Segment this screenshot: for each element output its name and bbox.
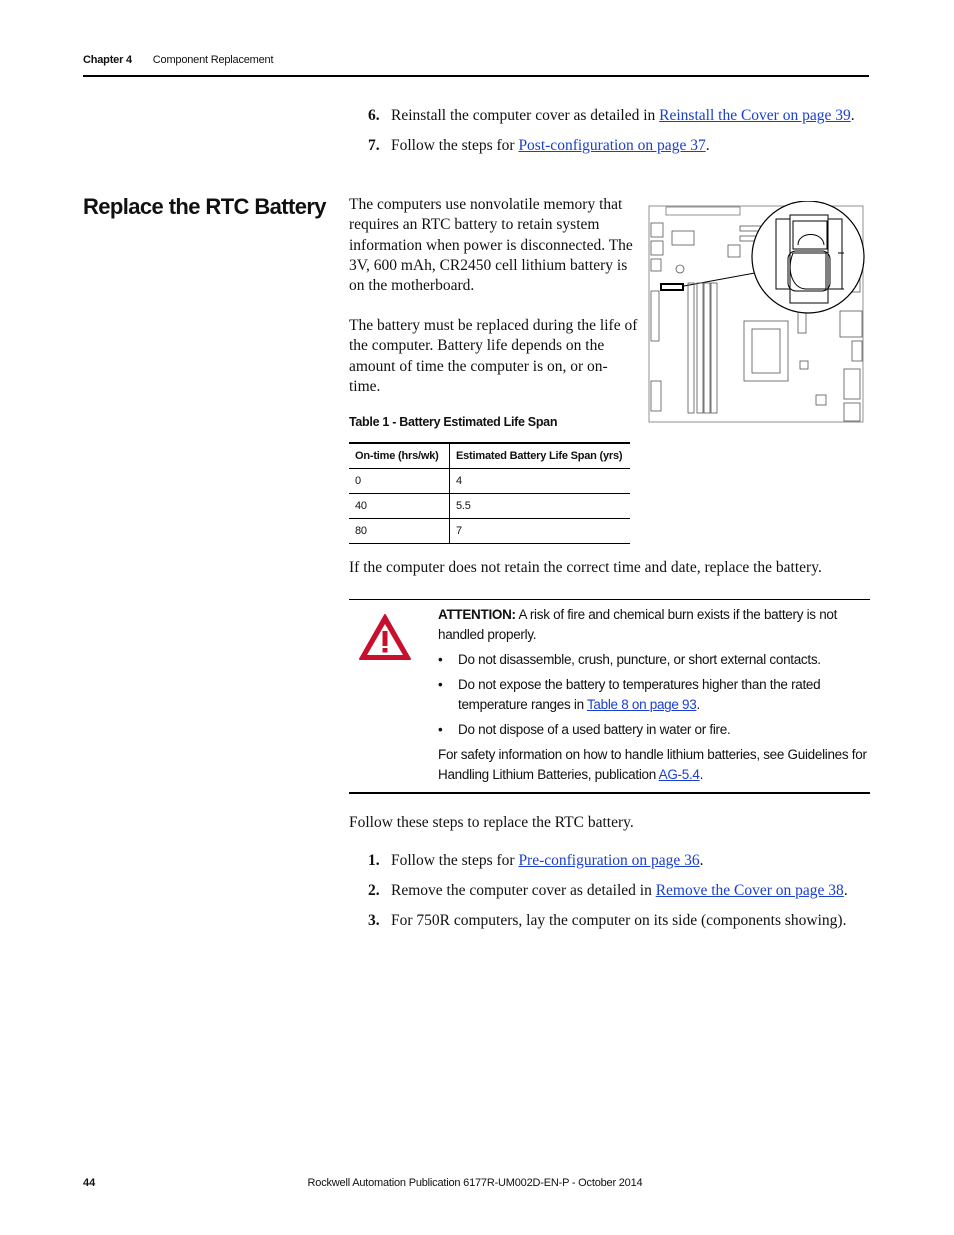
table-cell: 80 [349,519,450,544]
step-punct: . [705,137,710,154]
step-number: 3. [368,912,380,929]
chapter-label: Chapter 4 [83,54,132,66]
attention-statement [438,605,870,645]
link-ag-5-4[interactable]: AG-5.4 [658,767,700,782]
link-reinstall-cover[interactable]: Reinstall the Cover on page 39 [659,107,851,124]
step-2 [368,882,848,900]
list-item [438,650,870,670]
step-text: Reinstall the computer cover as detailed in [391,107,660,124]
step-punct: . [850,107,855,124]
table-cell: 40 [349,494,450,519]
table-row [349,469,630,494]
table-row [349,494,630,519]
step-number: 1. [368,852,380,869]
running-header [83,54,273,66]
column-header: Estimated Battery Life Span (yrs) [450,443,631,469]
bullet-text: Do not disassemble, crush, puncture, or short external contacts. [458,652,821,667]
bullet-text: Do not dispose of a used battery in water or fire. [458,722,731,737]
footer-publication [0,1177,954,1189]
link-remove-cover[interactable]: Remove the Cover on page 38 [655,882,844,899]
attention-bottom-rule [349,792,870,794]
warning-triangle-icon [358,613,412,661]
step-text: For 750R computers, lay the computer on its side (components showing). [391,912,847,929]
table-row [349,519,630,544]
bullet-text: Do not expose the battery to temperatures higher than the rated temperature ranges in [458,677,821,712]
step-punct: . [699,852,704,869]
section-title: Replace the RTC Battery [83,194,326,219]
bullet-punct: . [696,697,700,712]
table-cell: 5.5 [450,494,631,519]
step-number: 7. [368,137,380,154]
step-text: Follow the steps for [391,137,519,154]
list-item [438,720,870,740]
attention-text: A risk of fire and chemical burn exists if the battery is not handled properly. [438,607,838,642]
safety-info [438,745,870,785]
intro-paragraph-2: The battery must be replaced during the life of the computer. Battery life depends on the amount of time the computer is on, or on-time. [349,317,638,395]
step-punct: . [843,882,848,899]
battery-life-table [349,442,630,544]
link-pre-configuration[interactable]: Pre-configuration on page 36 [518,852,700,869]
table-cell: 4 [450,469,631,494]
step-text: Remove the computer cover as detailed in [391,882,656,899]
intro-paragraph-1: The computers use nonvolatile memory that requires an RTC battery to retain system information when power is disconnected. The 3V, 600 mAh, CR2450 cell lithium battery is on the motherboard. [349,196,633,295]
link-post-configuration[interactable]: Post-configuration on page 37 [518,137,706,154]
follow-paragraph: Follow these steps to replace the RTC battery. [349,814,634,831]
table-caption: Table 1 - Battery Estimated Life Span [349,415,558,429]
table-cell: 0 [349,469,450,494]
motherboard-battery-figure [648,201,870,425]
list-item [438,675,870,715]
attention-label: ATTENTION: [438,607,516,622]
step-number: 6. [368,107,380,124]
page-number: 44 [83,1177,96,1189]
attention-bullets [438,650,870,740]
step-6 [368,107,855,125]
step-1 [368,852,704,870]
step-3 [368,912,846,930]
safety-text: For safety information on how to handle lithium batteries, see Guidelines for Handling Lithium Batteries, publication [438,747,867,782]
step-text: Follow the steps for [391,852,519,869]
attention-top-rule [349,599,870,600]
table-cell: 7 [450,519,631,544]
table-header-row [349,443,630,469]
header-rule [83,75,869,77]
step-number: 2. [368,882,380,899]
step-7 [368,137,710,155]
chapter-title: Component Replacement [152,54,274,66]
attention-content [438,605,870,790]
retain-paragraph: If the computer does not retain the correct time and date, replace the battery. [349,559,822,576]
link-table-8[interactable]: Table 8 on page 93 [586,697,697,712]
publication-text: Rockwell Automation Publication 6177R-UM002D-EN-P - October 2014 [307,1177,643,1189]
column-header: On-time (hrs/wk) [349,443,450,469]
safety-punct: . [699,767,704,782]
